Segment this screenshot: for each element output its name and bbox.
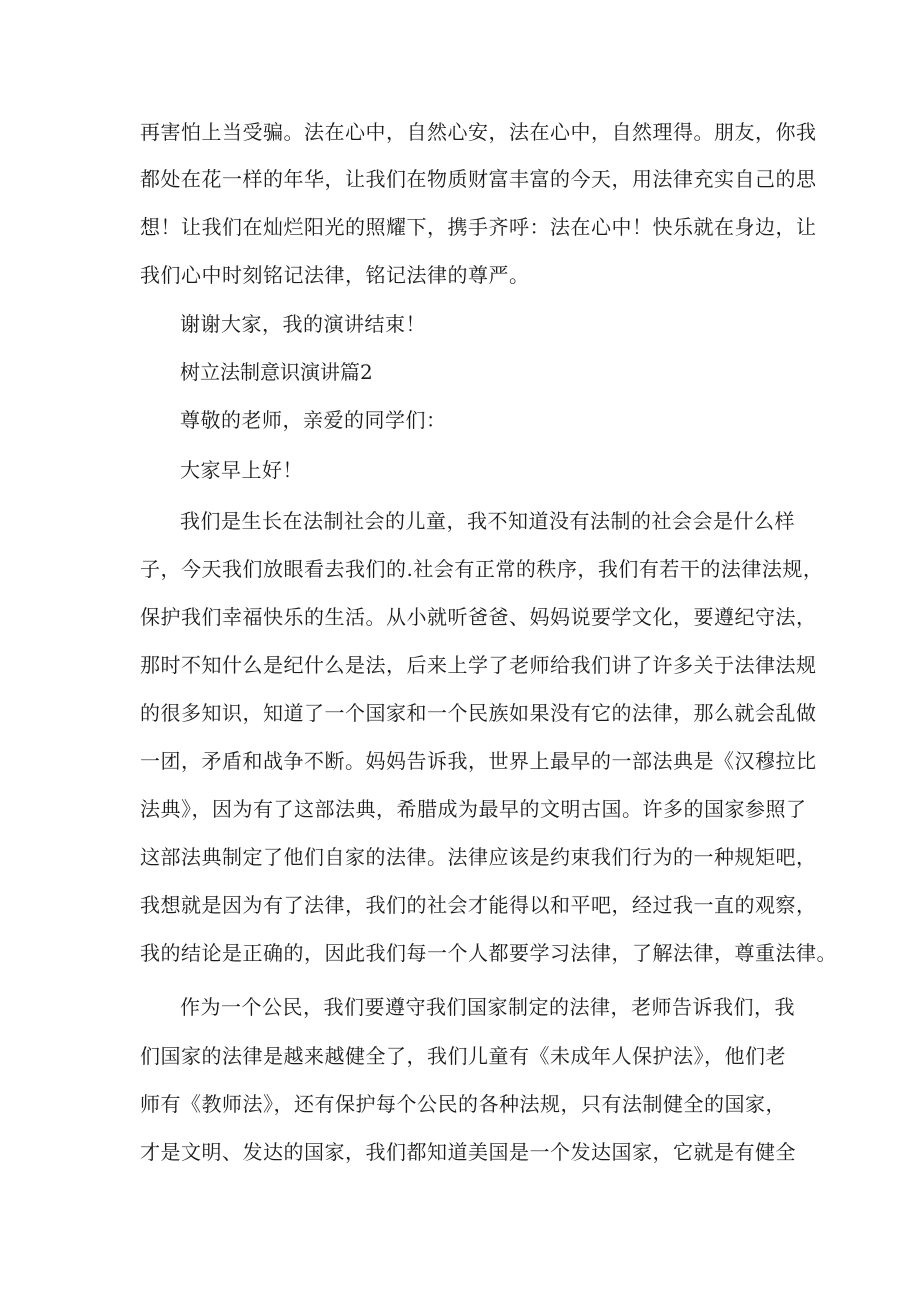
paragraph-3-line-1: 作为一个公民，我们要遵守我们国家制定的法律，老师告诉我们，我 (180, 995, 795, 1019)
paragraph-2-line-6: 一团，矛盾和战争不断。妈妈告诉我，世界上最早的一部法典是《汉穆拉比 (140, 749, 817, 773)
paragraph-2-line-3: 保护我们幸福快乐的生活。从小就听爸爸、妈妈说要学文化，要遵纪守法， (140, 605, 817, 629)
closing-line: 谢谢大家，我的演讲结束！ (180, 312, 426, 336)
paragraph-2-line-8: 这部法典制定了他们自家的法律。法律应该是约束我们行为的一种规矩吧， (140, 845, 817, 869)
paragraph-3-line-2: 们国家的法律是越来越健全了，我们儿童有《未成年人保护法》，他们老 (140, 1044, 786, 1068)
greeting-line: 大家早上好！ (180, 458, 303, 482)
paragraph-3-line-3: 师有《教师法》，还有保护每个公民的各种法规，只有法制健全的国家， (140, 1092, 786, 1116)
paragraph-2-line-9: 我想就是因为有了法律，我们的社会才能得以和平吧，经过我一直的观察， (140, 893, 817, 917)
paragraph-2-line-7: 法典》，因为有了这部法典，希腊成为最早的文明古国。许多的国家参照了 (140, 797, 807, 821)
paragraph-2-line-5: 的很多知识，知道了一个国家和一个民族如果没有它的法律，那么就会乱做 (140, 701, 817, 725)
paragraph-2-line-10: 我的结论是正确的，因此我们每一个人都要学习法律，了解法律，尊重法律。 (140, 941, 837, 965)
paragraph-2-line-4: 那时不知什么是纪什么是法，后来上学了老师给我们讲了许多关于法律法规 (140, 653, 817, 677)
paragraph-2-line-1: 我们是生长在法制社会的儿童，我不知道没有法制的社会会是什么样 (180, 509, 795, 533)
paragraph-1-line-4: 我们心中时刻铭记法律，铭记法律的尊严。 (140, 263, 530, 287)
section-title: 树立法制意识演讲篇2 (180, 360, 373, 384)
paragraph-2-line-2: 子，今天我们放眼看去我们的.社会有正常的秩序，我们有若干的法律法规， (140, 557, 824, 581)
paragraph-1-line-1: 再害怕上当受骗。法在心中，自然心安，法在心中，自然理得。朋友，你我 (140, 120, 817, 144)
paragraph-1-line-2: 都处在花一样的年华，让我们在物质财富丰富的今天，用法律充实自己的思 (140, 167, 817, 191)
paragraph-1-line-3: 想！让我们在灿烂阳光的照耀下，携手齐呼：法在心中！快乐就在身边，让 (140, 215, 817, 239)
salutation-line: 尊敬的老师，亲爱的同学们： (180, 408, 447, 432)
paragraph-3-line-4: 才是文明、发达的国家，我们都知道美国是一个发达国家，它就是有健全 (140, 1140, 796, 1164)
